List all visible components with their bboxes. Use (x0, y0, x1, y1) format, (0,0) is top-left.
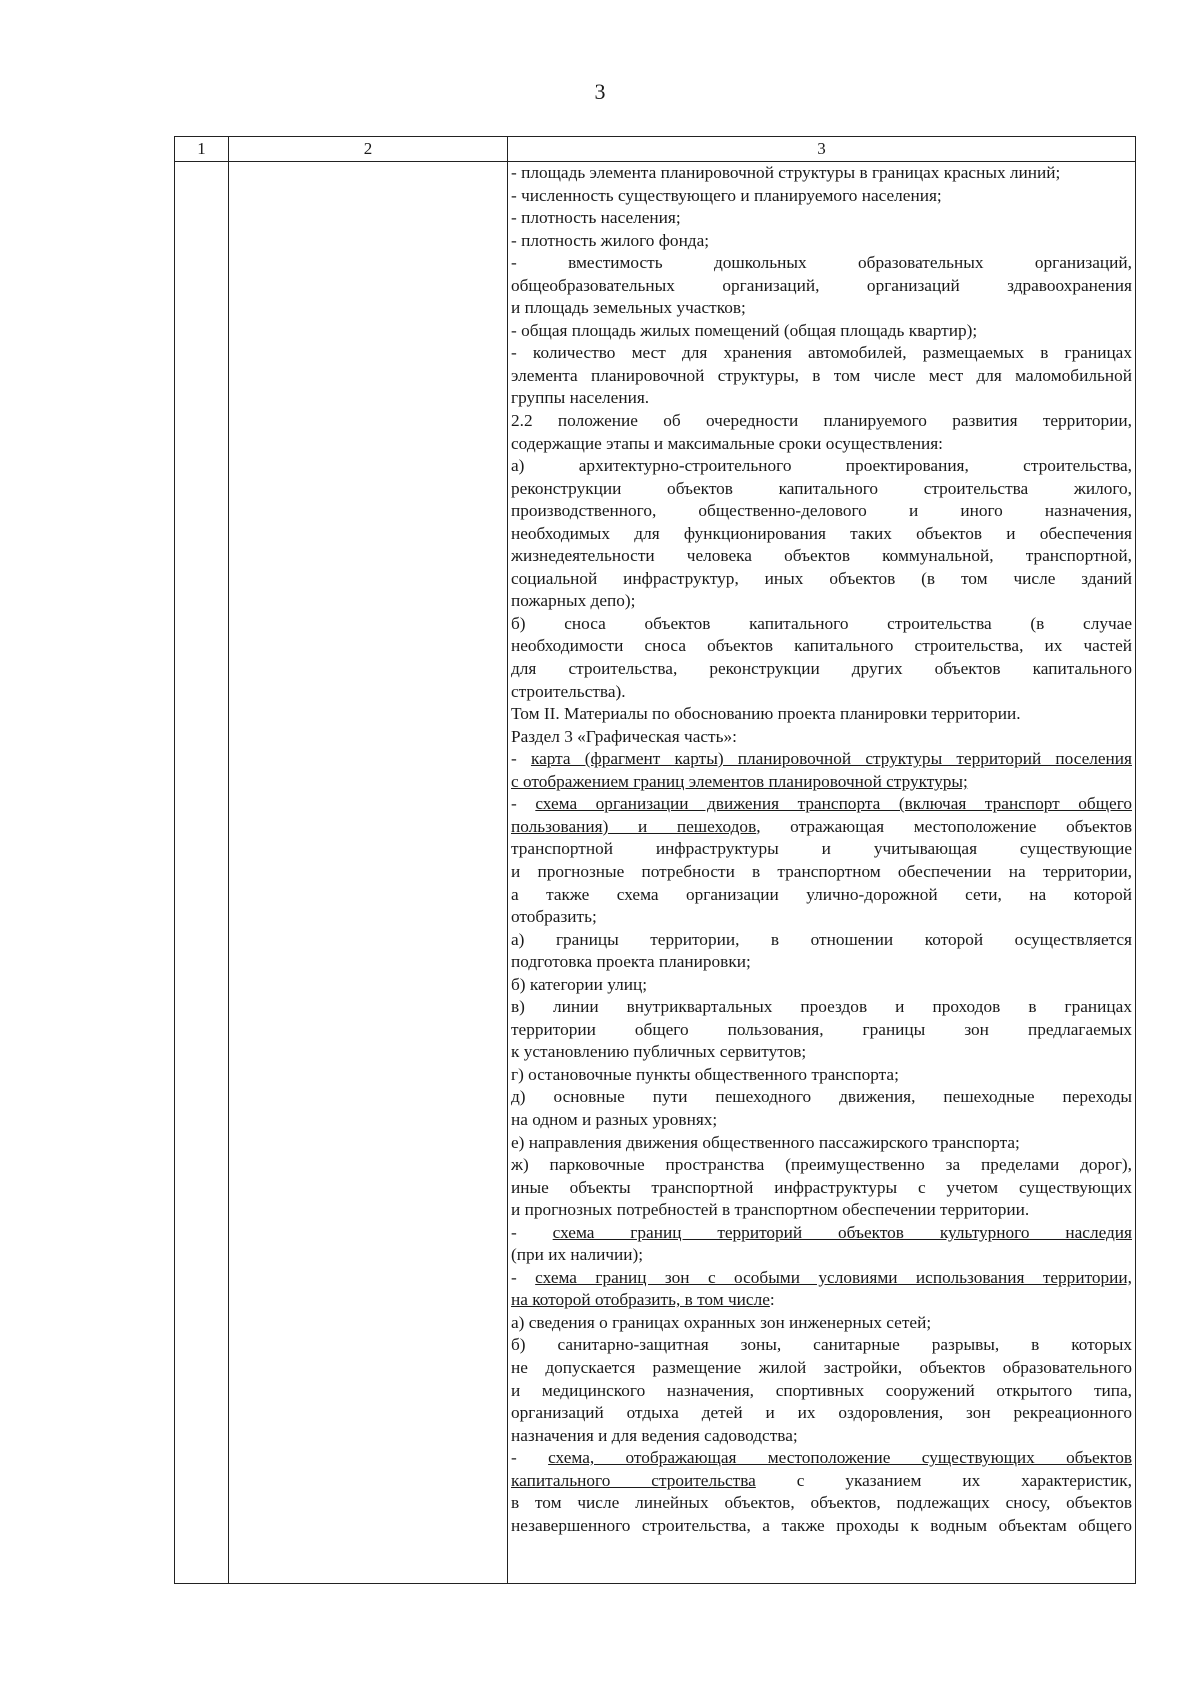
text-segment: Раздел 3 «Графическая часть»: (511, 726, 737, 746)
text-segment: общеобразовательных организаций, организаций здравоохранения (511, 275, 1132, 295)
text-segment: и медицинского назначения, спортивных сооружений открытого типа, (511, 1380, 1132, 1400)
text-segment: а также схема организации улично-дорожной сети, на которой (511, 884, 1132, 904)
document-table (174, 136, 1136, 1584)
text-line (511, 1312, 1132, 1335)
text-segment: иные объекты транспортной инфраструктуры с учетом существующих (511, 1177, 1132, 1197)
text-line (511, 1154, 1132, 1177)
text-segment: - плотность жилого фонда; (511, 230, 710, 250)
text-segment: е) направления движения общественного пассажирского транспорта; (511, 1132, 1020, 1152)
text-line (511, 1267, 1132, 1290)
text-line (511, 365, 1132, 388)
text-line (511, 297, 1132, 320)
text-segment: б) санитарно-защитная зоны, санитарные разрывы, в которых (511, 1335, 1132, 1355)
text-line (511, 1402, 1132, 1425)
text-line (511, 1222, 1132, 1245)
text-segment: а) границы территории, в отношении которой осуществляется (511, 929, 1132, 949)
text-segment: строительства). (511, 681, 626, 701)
text-line (511, 275, 1132, 298)
text-segment: - площадь элемента планировочной структуры в границах красных линий; (511, 163, 1061, 182)
page-number: 3 (594, 79, 606, 104)
text-line (511, 884, 1132, 907)
text-line (511, 703, 1132, 726)
text-line (511, 929, 1132, 952)
text-line (511, 771, 1132, 794)
underlined-text: с отображением границ элементов планировочной структуры; (511, 771, 968, 791)
text-line (511, 162, 1132, 185)
text-line (511, 748, 1132, 771)
text-segment: г) остановочные пункты общественного транспорта; (511, 1064, 899, 1084)
text-segment: назначения и для ведения садоводства; (511, 1425, 798, 1445)
text-line (511, 590, 1132, 613)
text-segment: подготовка проекта планировки; (511, 952, 751, 972)
text-line (511, 838, 1132, 861)
text-segment: - (511, 1448, 549, 1468)
text-segment: ж) парковочные пространства (преимущественно за пределами дорог), (511, 1155, 1132, 1175)
text-line (511, 1041, 1132, 1064)
underlined-text: капитального строительства (511, 1470, 756, 1490)
text-segment: - (511, 794, 536, 814)
text-segment: отобразить; (511, 907, 597, 927)
text-segment: незавершенного строительства, а также проходы к водным объектам общего (511, 1515, 1132, 1535)
text-line (511, 568, 1132, 591)
text-line (511, 433, 1132, 456)
text-segment: реконструкции объектов капитального строительства жилого, (511, 478, 1132, 498)
text-line (511, 342, 1132, 365)
text-segment: а) сведения о границах охранных зон инженерных сетей; (511, 1312, 932, 1332)
text-segment: , отражающая местоположение объектов (756, 816, 1132, 836)
text-line (511, 658, 1132, 681)
text-segment: организаций отдыха детей и их оздоровления, зон рекреационного (511, 1403, 1132, 1423)
text-line (511, 861, 1132, 884)
text-line (511, 681, 1132, 704)
underlined-text: схема организации движения транспорта (включая транспорт общего (535, 794, 1132, 814)
text-line (511, 1086, 1132, 1109)
text-segment: с указанием их характеристик, (755, 1470, 1132, 1490)
text-line (511, 726, 1132, 749)
text-segment: - (511, 749, 531, 769)
text-line (511, 613, 1132, 636)
text-segment: - численность существующего и планируемого населения; (511, 185, 942, 205)
text-segment: - общая площадь жилых помещений (общая площадь квартир); (511, 320, 978, 340)
text-line (511, 996, 1132, 1019)
text-line (511, 545, 1132, 568)
text-segment: (при их наличии); (511, 1245, 644, 1265)
text-line (511, 387, 1132, 410)
column-divider-1 (228, 137, 229, 1583)
text-line (511, 252, 1132, 275)
text-segment: - плотность населения; (511, 208, 681, 228)
text-segment: и площадь земельных участков; (511, 298, 746, 318)
text-segment: жизнедеятельности человека объектов коммунальной, транспортной, (511, 546, 1132, 566)
text-segment: в том числе линейных объектов, объектов, подлежащих сносу, объектов (511, 1493, 1132, 1513)
text-segment: : (769, 1290, 775, 1310)
text-segment: - (511, 1222, 553, 1242)
underlined-text: схема, отображающая местоположение существующих объектов (548, 1448, 1132, 1468)
text-segment: и прогнозные потребности в транспортном обеспечении на территории, (511, 861, 1132, 881)
text-line (511, 185, 1132, 208)
text-segment: транспортной инфраструктуры и учитывающая существующие (511, 839, 1132, 859)
text-line (511, 951, 1132, 974)
text-line (511, 1470, 1132, 1493)
column-3-content (511, 162, 1132, 1537)
text-segment: к установлению публичных сервитутов; (511, 1042, 807, 1062)
text-segment: элемента планировочной структуры, в том числе мест для маломобильной (511, 365, 1132, 385)
text-line (511, 478, 1132, 501)
text-segment: пожарных депо); (511, 591, 636, 611)
text-segment: производственного, общественно-делового и иного назначения, (511, 501, 1132, 521)
underlined-text: карта (фрагмент карты) планировочной структуры территорий поселения (530, 749, 1132, 769)
text-segment: б) категории улиц; (511, 974, 648, 994)
text-line (511, 635, 1132, 658)
text-segment: необходимости сноса объектов капитального строительства, их частей (511, 636, 1132, 656)
text-line (511, 1492, 1132, 1515)
text-line (511, 1357, 1132, 1380)
text-segment: - вместимость дошкольных образовательных организаций, (511, 253, 1132, 273)
text-segment: социальной инфраструктур, иных объектов (в том числе зданий (511, 568, 1132, 588)
text-line (511, 1380, 1132, 1403)
underlined-text: схема границ территорий объектов культурного наследия (552, 1222, 1132, 1242)
text-line (511, 1177, 1132, 1200)
text-line (511, 1515, 1132, 1538)
text-segment: не допускается размещение жилой застройки, объектов образовательного (511, 1357, 1132, 1377)
text-line (511, 1109, 1132, 1132)
underlined-text: на которой отобразить, в том числе (511, 1290, 770, 1310)
text-segment: а) архитектурно-строительного проектирования, строительства, (511, 456, 1132, 476)
text-line (511, 230, 1132, 253)
text-segment: территории общего пользования, границы зон предлагаемых (511, 1019, 1132, 1039)
text-line (511, 793, 1132, 816)
text-line (511, 974, 1132, 997)
text-line (511, 207, 1132, 230)
text-segment: б) сноса объектов капитального строительства (в случае (511, 613, 1132, 633)
text-line (511, 906, 1132, 929)
text-line (511, 1425, 1132, 1448)
text-segment: в) линии внутриквартальных проездов и проходов в границах (511, 997, 1132, 1017)
text-segment: - количество мест для хранения автомобилей, размещаемых в границах (511, 343, 1132, 363)
text-line (511, 1334, 1132, 1357)
text-line (511, 816, 1132, 839)
text-segment: д) основные пути пешеходного движения, пешеходные переходы (511, 1087, 1132, 1107)
text-line (511, 500, 1132, 523)
column-header-3: 3 (817, 139, 826, 158)
text-segment: содержащие этапы и максимальные сроки осуществления: (511, 433, 943, 453)
text-line (511, 1019, 1132, 1042)
underlined-text: схема границ зон с особыми условиями использования территории, (535, 1267, 1132, 1287)
text-line (511, 320, 1132, 343)
text-line (511, 1064, 1132, 1087)
text-segment: и прогнозных потребностей в транспортном обеспечении территории. (511, 1200, 1030, 1220)
text-segment: - (511, 1267, 536, 1287)
text-segment: Том II. Материалы по обоснованию проекта планировки территории. (511, 704, 1021, 724)
text-segment: 2.2 положение об очередности планируемого развития территории, (511, 411, 1132, 431)
text-line (511, 1199, 1132, 1222)
text-segment: на одном и разных уровнях; (511, 1109, 718, 1129)
column-header-2: 2 (363, 139, 373, 158)
text-line (511, 1132, 1132, 1155)
column-header-1: 1 (197, 139, 206, 158)
text-line (511, 523, 1132, 546)
text-line (511, 1447, 1132, 1470)
text-segment: для строительства, реконструкции других объектов капитального (511, 659, 1132, 679)
text-segment: группы населения. (511, 388, 650, 408)
underlined-text: пользования) и пешеходов (511, 816, 757, 836)
text-segment: необходимых для функционирования таких объектов и обеспечения (511, 523, 1132, 543)
column-divider-2 (507, 137, 508, 1583)
text-line (511, 1289, 1132, 1312)
text-line (511, 410, 1132, 433)
text-line (511, 1244, 1132, 1267)
text-line (511, 455, 1132, 478)
